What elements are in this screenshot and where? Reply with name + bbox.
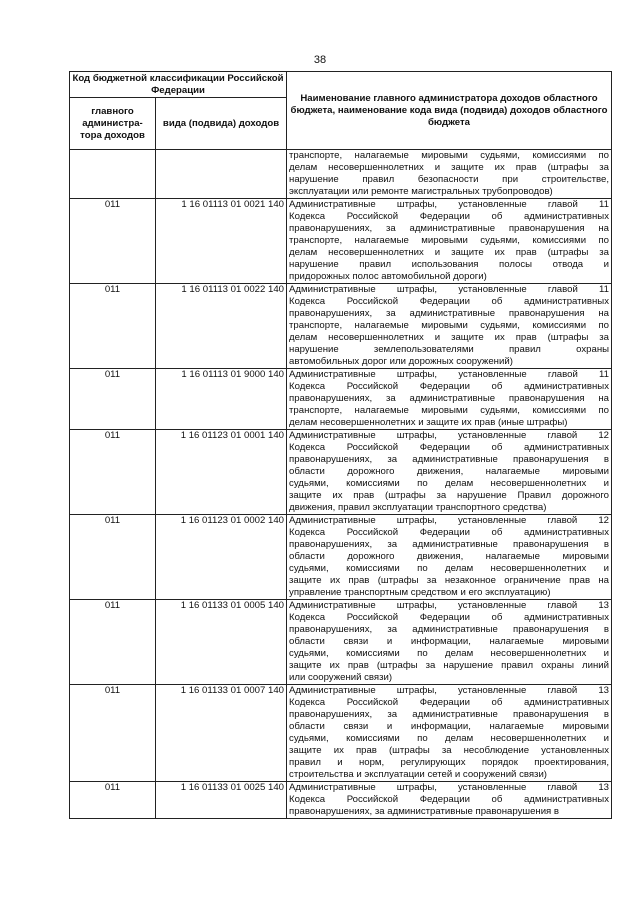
description-line: Кодекса Российской Федерации об административных bbox=[289, 612, 610, 623]
table-row bbox=[70, 369, 612, 430]
header-group: Код бюджетной классификации Российской Федерации bbox=[70, 72, 287, 98]
description-line: судьями, комиссиями по делам несовершеннолетних и bbox=[289, 478, 610, 489]
description-line: Административные штрафы, установленные главой 12 bbox=[289, 430, 610, 441]
header-name-column: Наименование главного администратора доходов областного бюджета, наименование кода вида (подвида) доходов областного бюджета bbox=[287, 72, 612, 150]
income-code-cell: 1 16 01113 01 9000 140 bbox=[156, 369, 287, 430]
admin-code-cell: 011 bbox=[70, 782, 156, 819]
description-line: Кодекса Российской Федерации об административных bbox=[289, 697, 610, 708]
description-cell bbox=[287, 369, 612, 430]
description-line: Административные штрафы, установленные главой 13 bbox=[289, 782, 610, 793]
description-cell bbox=[287, 600, 612, 685]
description-line: нарушение землепользователями правил охраны bbox=[289, 344, 610, 355]
table-row bbox=[70, 782, 612, 819]
description-line: защите их прав (штрафы за нарушение правил охраны линий bbox=[289, 660, 610, 671]
budget-classification-table bbox=[69, 71, 612, 819]
description-line: судьями, комиссиями по делам несовершеннолетних и bbox=[289, 733, 610, 744]
description-line: Административные штрафы, установленные главой 12 bbox=[289, 515, 610, 526]
income-code-cell bbox=[156, 150, 287, 199]
admin-code-cell: 011 bbox=[70, 685, 156, 782]
income-code-cell: 1 16 01133 01 0005 140 bbox=[156, 600, 287, 685]
description-line: правонарушениях, за административные правонарушения на bbox=[289, 223, 610, 234]
admin-code-cell: 011 bbox=[70, 199, 156, 284]
description-line: правонарушениях, за административные правонарушения на bbox=[289, 308, 610, 319]
description-line: нарушение правил безопасности при строительстве, bbox=[289, 174, 610, 185]
income-code-cell: 1 16 01133 01 0007 140 bbox=[156, 685, 287, 782]
description-line: области дорожного движения, налагаемые мировыми bbox=[289, 466, 610, 477]
description-line: судьями, комиссиями по делам несовершеннолетних и bbox=[289, 648, 610, 659]
table-row bbox=[70, 515, 612, 600]
description-line: Административные штрафы, установленные главой 13 bbox=[289, 600, 610, 611]
header-code-column: вида (подвида) доходов bbox=[156, 98, 287, 150]
description-line: Кодекса Российской Федерации об административных bbox=[289, 296, 610, 307]
admin-code-cell: 011 bbox=[70, 515, 156, 600]
description-line: Кодекса Российской Федерации об административных bbox=[289, 211, 610, 222]
table-row bbox=[70, 199, 612, 284]
description-line: автомобильных дорог или дорожных сооружений) bbox=[289, 356, 513, 367]
description-line: управление транспортным средством и его эксплуатацию) bbox=[289, 587, 551, 598]
admin-code-cell: 011 bbox=[70, 430, 156, 515]
description-line: делам несовершеннолетних и защите их прав (иные штрафы) bbox=[289, 417, 568, 428]
table-body bbox=[70, 150, 612, 819]
description-line: движения, правил эксплуатации транспортного средства) bbox=[289, 502, 547, 513]
description-line: придорожных полос автомобильной дороги) bbox=[289, 271, 487, 282]
table-row bbox=[70, 150, 612, 199]
description-line: Кодекса Российской Федерации об административных bbox=[289, 527, 610, 538]
description-line: защите их прав (штрафы за несоблюдение установленных bbox=[289, 745, 610, 756]
description-line: правил и норм, регулирующих порядок проектирования, bbox=[289, 757, 610, 768]
description-cell bbox=[287, 430, 612, 515]
admin-code-cell: 011 bbox=[70, 284, 156, 369]
description-cell bbox=[287, 685, 612, 782]
table-row bbox=[70, 430, 612, 515]
description-line: Кодекса Российской Федерации об административных bbox=[289, 794, 610, 805]
income-code-cell: 1 16 01113 01 0021 140 bbox=[156, 199, 287, 284]
description-line: строительства и эксплуатации сетей и сооружений связи) bbox=[289, 769, 548, 780]
table-row bbox=[70, 600, 612, 685]
description-line: судьями, комиссиями по делам несовершеннолетних и bbox=[289, 563, 610, 574]
description-line: транспорте, налагаемые мировыми судьями, комиссиями по bbox=[289, 235, 610, 246]
description-line: правонарушениях, за административные правонарушения в bbox=[289, 539, 610, 550]
admin-code-cell: 011 bbox=[70, 600, 156, 685]
description-line: правонарушениях, за административные правонарушения в bbox=[289, 806, 560, 817]
description-line: эксплуатации или ремонте магистральных трубопроводов) bbox=[289, 186, 553, 197]
description-line: области дорожного движения, налагаемые мировыми bbox=[289, 551, 610, 562]
description-line: правонарушениях, за административные правонарушения в bbox=[289, 454, 610, 465]
description-line: области связи и информации, налагаемые мировыми bbox=[289, 721, 610, 732]
description-line: защите их прав (штрафы за незаконное ограничение прав на bbox=[289, 575, 610, 586]
description-line: Кодекса Российской Федерации об административных bbox=[289, 442, 610, 453]
admin-code-cell: 011 bbox=[70, 369, 156, 430]
description-cell bbox=[287, 150, 612, 199]
description-cell bbox=[287, 782, 612, 819]
income-code-cell: 1 16 01113 01 0022 140 bbox=[156, 284, 287, 369]
description-line: Кодекса Российской Федерации об административных bbox=[289, 381, 610, 392]
description-line: Административные штрафы, установленные главой 13 bbox=[289, 685, 610, 696]
description-line: делам несовершеннолетних и защите их прав (штрафы за bbox=[289, 332, 610, 343]
description-line: делам несовершеннолетних и защите их прав (штрафы за bbox=[289, 247, 610, 258]
description-line: правонарушениях, за административные правонарушения на bbox=[289, 393, 610, 404]
description-line: или сооружений связи) bbox=[289, 672, 393, 683]
description-cell bbox=[287, 515, 612, 600]
description-line: защите их прав (штрафы за нарушение Правил дорожного bbox=[289, 490, 610, 501]
description-line: нарушение правил использования полосы отвода и bbox=[289, 259, 610, 270]
income-code-cell: 1 16 01123 01 0002 140 bbox=[156, 515, 287, 600]
description-line: делам несовершеннолетних и защите их прав (штрафы за bbox=[289, 162, 610, 173]
description-line: Административные штрафы, установленные главой 11 bbox=[289, 369, 610, 380]
admin-code-cell bbox=[70, 150, 156, 199]
description-line: Административные штрафы, установленные главой 11 bbox=[289, 284, 610, 295]
table-row bbox=[70, 284, 612, 369]
table-row bbox=[70, 685, 612, 782]
description-line: транспорте, налагаемые мировыми судьями, комиссиями по bbox=[289, 320, 610, 331]
income-code-cell: 1 16 01123 01 0001 140 bbox=[156, 430, 287, 515]
description-cell bbox=[287, 199, 612, 284]
income-code-cell: 1 16 01133 01 0025 140 bbox=[156, 782, 287, 819]
description-line: транспорте, налагаемые мировыми судьями, комиссиями по bbox=[289, 405, 610, 416]
description-line: правонарушениях, за административные правонарушения в bbox=[289, 624, 610, 635]
page-number: 38 bbox=[313, 54, 327, 66]
description-line: области связи и информации, налагаемые мировыми bbox=[289, 636, 610, 647]
description-line: транспорте, налагаемые мировыми судьями, комиссиями по bbox=[289, 150, 610, 161]
header-admin-column: главного администра-тора доходов bbox=[70, 98, 156, 150]
description-line: правонарушениях, за административные правонарушения в bbox=[289, 709, 610, 720]
description-line: Административные штрафы, установленные главой 11 bbox=[289, 199, 610, 210]
description-cell bbox=[287, 284, 612, 369]
